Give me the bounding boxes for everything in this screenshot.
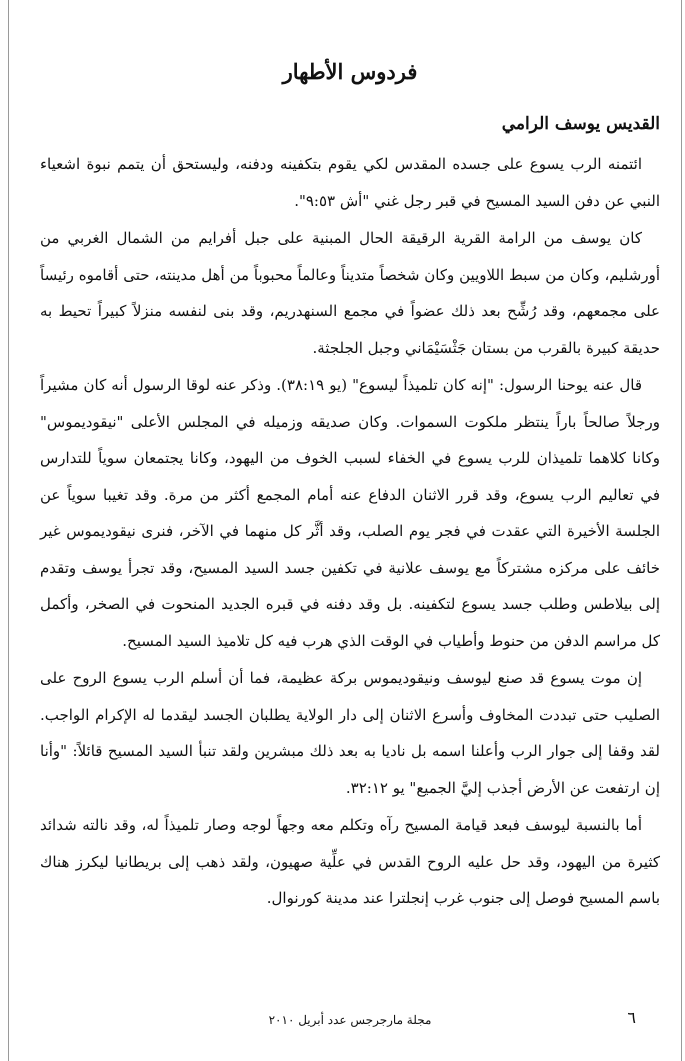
paragraph-4: إن موت يسوع قد صنع ليوسف ونيقوديموس بركة عظيمة، فما أن أسلم الرب يسوع الروح على الصليب حتى تبددت المخاوف وأسرع الاثنان إلى دار الولاية يطلبان الجسد ليقدما له الإكرام الواجب. لقد وقفا إلى جوار الرب وأعلنا اسمه بل ناديا به بعد ذلك مبشرين ولقد تنبأ السيد المسيح قائلاً: "وأنا إن ارتفعت عن الأرض أجذب إليَّ الجميع" يو ٣٢:١٢.: [40, 669, 660, 797]
article-subtitle: القديس يوسف الرامي: [501, 114, 660, 134]
paragraph-3: قال عنه يوحنا الرسول: "إنه كان تلميذاً ليسوع" (يو ٣٨:١٩). وذكر عنه لوقا الرسول أنه كان مشيراً ورجلاً صالحاً باراً ينتظر ملكوت السموات. وكان صديقه وزميله في المجلس الأعلى "نيقوديموس" وكانا كلاهما تلميذان للرب يسوع في الخفاء لسبب الخوف من اليهود، وكانا يجتمعان سوياً للتدارس في تعاليم الرب يسوع، وقد قرر الاثنان الدفاع عنه أمام المجمع أكثر من مرة. وقد تغيبا سوياً عن الجلسة الأخيرة التي عقدت في فجر يوم الصلب، وقد أثَّر كل منهما في الآخر، فنرى نيقوديموس غير خائف على مركزه مشتركاً مع يوسف علانية في تكفين جسد السيد المسيح، وقد تجرأ يوسف وتقدم إلى بيلاطس وطلب جسد يسوع لتكفينه. بل وقد دفنه في قبره الجديد المنحوت في الصخر، وأكمل كل مراسم الدفن من حنوط وأطياب في الوقت الذي هرب فيه كل تلاميذ السيد المسيح.: [40, 376, 660, 650]
article-title: فردوس الأطهار: [282, 59, 418, 84]
paragraph-1: ائتمنه الرب يسوع على جسده المقدس لكي يقوم بتكفينه ودفنه، وليستحق أن يتمم نبوة اشعياء النبي عن دفن السيد المسيح في قبر رجل غني "أش ٩:٥٣".: [40, 155, 660, 210]
page-footer: [40, 1010, 660, 1030]
page-border-left: [8, 0, 9, 1061]
article-page: [40, 52, 660, 918]
paragraph-2: كان يوسف من الرامة القرية الرقيقة الحال المبنية على جبل أفرايم من الشمال الغربي من أورشليم، وكان من سبط اللاويين وكان شخصاً متديناً وعالماً محبوباً من أهل مدينته، حتى أقاموه رئيساً على مجمعهم، وقد رُشِّح بعد ذلك عضواً في مجمع السنهدريم، وقد بنى لنفسه منزلاً كبيراً تحيط به حديقة كبيرة بالقرب من بستان جَثْسَيْمَاني وجبل الجلجثة.: [40, 229, 660, 357]
page-number: ٦: [627, 1008, 636, 1027]
paragraph-5: أما بالنسبة ليوسف فبعد قيامة المسيح رآه وتكلم معه وجهاً لوجه وصار تلميذاً له، وقد نالته شدائد كثيرة من اليهود، وقد حل عليه الروح القدس في علِّية صهيون، ولقد ذهب إلى بريطانيا ليكرز هناك باسم المسيح فوصل إلى جنوب غرب إنجلترا عند مدينة كورنوال.: [40, 816, 660, 907]
page-border-right: [681, 0, 682, 1061]
magazine-name: مجلة مارجرجس عدد أبريل ٢٠١٠: [268, 1013, 432, 1027]
